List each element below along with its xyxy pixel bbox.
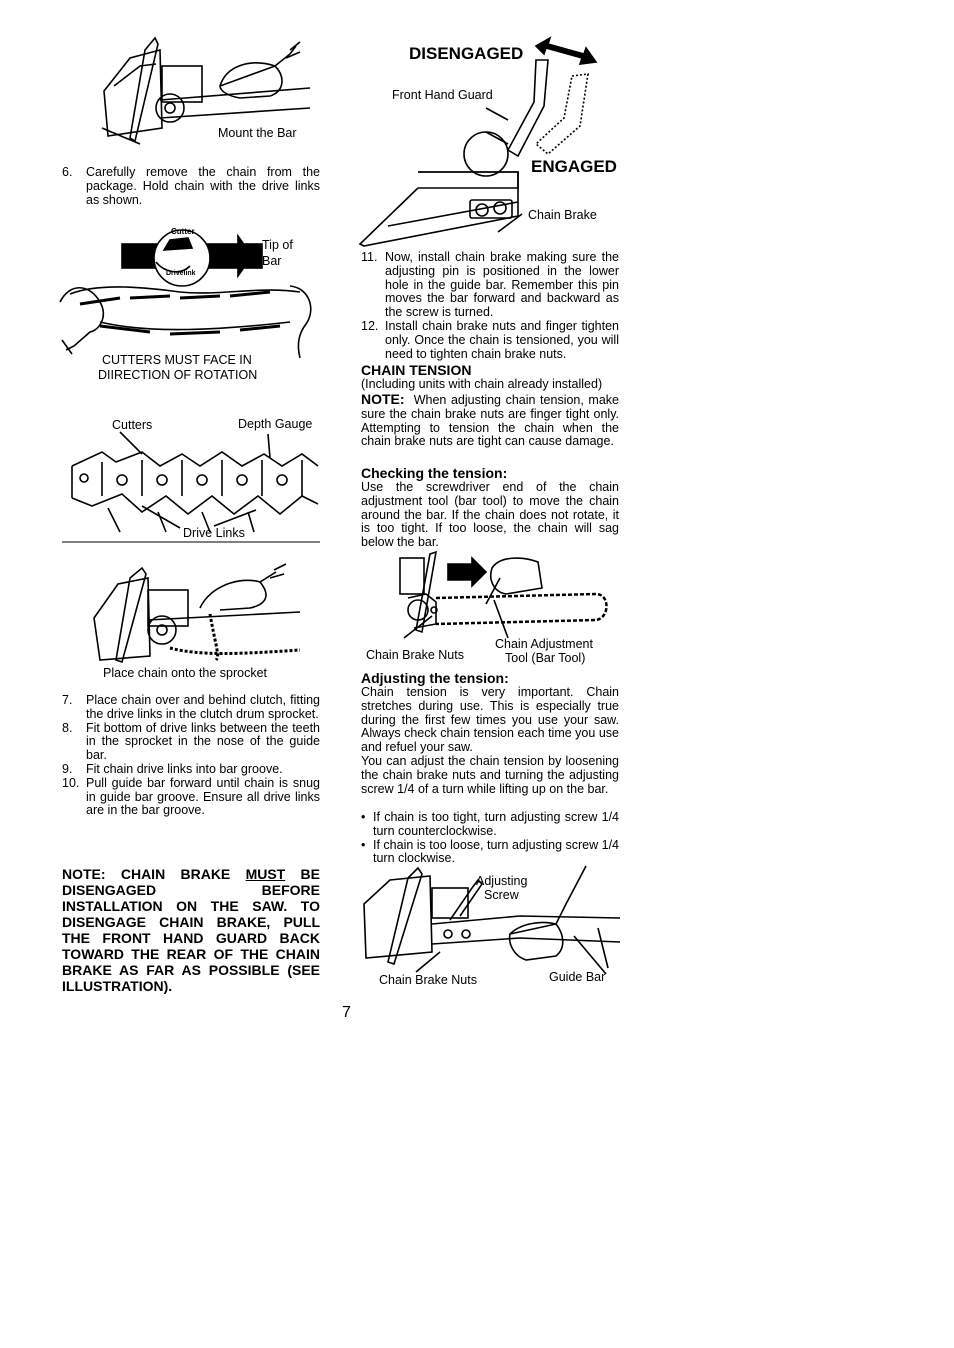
chain-tension-heading: CHAIN TENSION <box>361 362 472 378</box>
chain-brake-note <box>62 866 320 994</box>
list-item <box>62 694 320 722</box>
fig1-caption: Mount the Bar <box>218 126 297 140</box>
chain-brake-illustration <box>358 36 618 252</box>
step-text: Now, install chain brake making sure the adjusting pin is positioned in the lower hole in the guide bar. Remember this pin moves the bar forward and backward as the screw is turned. <box>385 250 619 320</box>
step-text: Carefully remove the chain from the package. Hold chain with the drive links as shown. <box>86 165 320 207</box>
step-text: Fit bottom of drive links between the teeth in the sprocket in the nose of the guide bar. <box>86 720 320 763</box>
step-text: Install chain brake nuts and finger tighten only. Once the chain is tensioned, you will need to tighten chain brake nuts. <box>385 318 619 361</box>
list-item <box>361 251 619 320</box>
chain-tension-note <box>361 393 619 449</box>
note-must: MUST <box>245 866 286 882</box>
step-number: 11. <box>361 250 378 264</box>
list-item <box>62 763 320 777</box>
step-number: 12. <box>361 318 379 333</box>
step-number: 9. <box>62 761 73 776</box>
adjusting-bullets <box>361 811 619 866</box>
fig4-caption: Place chain onto the sprocket <box>103 666 267 680</box>
step-text: Fit chain drive links into bar groove. <box>86 761 283 776</box>
adjusting-screw-label-1: Adjusting <box>476 874 528 888</box>
cutter-label: Cutter <box>171 227 195 236</box>
adjusting-screw-label-2: Screw <box>484 888 519 902</box>
step-number: 6. <box>62 165 73 179</box>
checking-text: Use the screwdriver end of the chain adjustment tool (bar tool) to move the chain around the bar. If the chain does not rotate, it is too tight. If too loose, the chain will sag below the bar. <box>361 480 619 550</box>
adjusting-heading: Adjusting the tension: <box>361 670 509 686</box>
step-text: Place chain over and behind clutch, fitting the drive links in the clutch drum sprocket. <box>86 693 320 721</box>
bullet-text: If chain is too tight, turn adjusting screw 1/4 turn counterclockwise. <box>373 810 619 838</box>
bullet-text: If chain is too loose, turn adjusting screw 1/4 turn clockwise. <box>373 837 619 866</box>
list-item <box>62 722 320 763</box>
disengaged-label: DISENGAGED <box>409 44 524 63</box>
cutters-caption-2: DIIRECTION OF ROTATION <box>98 368 258 382</box>
step-number: 10. <box>62 775 80 790</box>
bar-tool-illustration <box>396 552 616 642</box>
note-prefix: NOTE: CHAIN BRAKE <box>62 866 246 882</box>
note-text: When adjusting chain tension, make sure the chain brake nuts are finger tight only. Attempting to tension the chain when the chain brake nuts are tight can cause damage. <box>361 393 619 449</box>
steps-11-12-list <box>361 251 619 361</box>
guide-bar-label: Guide Bar <box>549 970 606 984</box>
engaged-label: ENGAGED <box>531 157 617 176</box>
note-suffix: BE DISENGAGED BEFORE INSTALLATION ON THE SAW. TO DISENGAGE CHAIN BRAKE, PULL THE FRONT HAND GUARD BACK TOWARD THE REAR OF THE CHAIN BRAKE AS FAR AS POSSIBLE (SEE ILLUSTRATION). <box>62 866 320 994</box>
chain-tension-subheading: (Including units with chain already installed) <box>361 377 603 391</box>
front-hand-guard-label: Front Hand Guard <box>392 88 493 102</box>
bar-tool-nuts-label: Chain Brake Nuts <box>366 648 464 662</box>
drivelink-label: Drivelink <box>166 270 196 277</box>
adjust-fig-nuts-label: Chain Brake Nuts <box>379 973 477 987</box>
step-text: Pull guide bar forward until chain is snug in guide bar groove. Ensure all drive links are in the bar groove. <box>86 775 320 818</box>
list-item <box>62 166 320 207</box>
list-item <box>62 777 320 818</box>
drive-links-label: Drive Links <box>183 526 245 540</box>
adjusting-p1: Chain tension is very important. Chain stretches during use. This is especially true during the first few times you use your saw. Always check chain tension each time you use and refuel your saw. <box>361 685 619 755</box>
place-chain-illustration <box>90 568 316 664</box>
chain-brake-label: Chain Brake <box>528 208 597 222</box>
checking-heading: Checking the tension: <box>361 465 508 481</box>
step-number: 8. <box>62 720 73 735</box>
depth-gauge-label: Depth Gauge <box>238 417 313 431</box>
tip-of-bar-label-1: Tip of <box>262 238 293 252</box>
bar-tool-label-2: Tool (Bar Tool) <box>505 651 586 665</box>
list-item: • If chain is too loose, turn adjusting screw 1/4 turn clockwise. <box>361 837 619 866</box>
step-6-list <box>62 166 320 207</box>
steps-7-10-list <box>62 694 320 818</box>
cutters-caption-1: CUTTERS MUST FACE IN <box>102 353 252 367</box>
adjusting-p2: You can adjust the chain tension by loosening the chain brake nuts and turning the adjusting screw 1/4 of a turn while lifting up on the bar. <box>361 754 619 796</box>
step-number: 7. <box>62 693 73 707</box>
tip-of-bar-label-2: Bar <box>262 254 282 268</box>
list-item: • If chain is too tight, turn adjusting screw 1/4 turn counterclockwise. <box>361 810 619 838</box>
page-number: 7 <box>342 1004 351 1021</box>
bar-tool-label-1: Chain Adjustment <box>495 637 593 651</box>
note-label: NOTE: <box>361 391 405 407</box>
list-item <box>361 320 619 361</box>
cutters-label: Cutters <box>112 418 153 432</box>
